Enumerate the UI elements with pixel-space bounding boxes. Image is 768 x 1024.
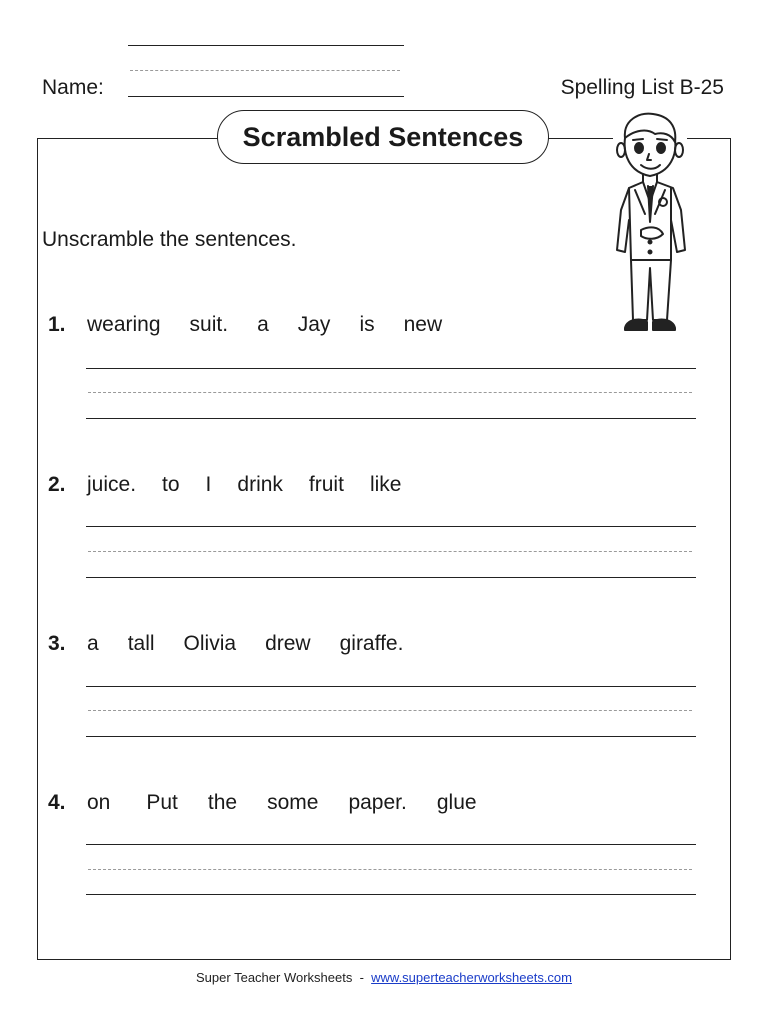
word: the <box>207 791 238 814</box>
question-4-number: 4. <box>48 791 66 814</box>
word: Jay <box>297 313 331 336</box>
word: a <box>257 313 269 336</box>
answer-2-bottom-line[interactable] <box>86 577 696 578</box>
name-input-line[interactable] <box>128 96 404 97</box>
answer-4-bottom-line[interactable] <box>86 894 696 895</box>
spelling-list-label: Spelling List B-25 <box>560 76 724 99</box>
question-2-words <box>87 473 401 497</box>
answer-2-top-line[interactable] <box>86 526 696 527</box>
word: I <box>205 473 212 496</box>
name-label: Name: <box>42 76 104 99</box>
word: tall <box>127 632 155 655</box>
instructions-text: Unscramble the sentences. <box>42 228 297 251</box>
word: to <box>162 473 180 496</box>
boy-in-suit-illustration <box>595 110 705 335</box>
word: on <box>87 791 111 814</box>
answer-1-dashed-line <box>88 392 692 393</box>
word: drew <box>265 632 311 655</box>
footer <box>0 970 768 985</box>
word: a <box>87 632 99 655</box>
answer-4-top-line[interactable] <box>86 844 696 845</box>
word: fruit <box>308 473 344 496</box>
question-4-words <box>87 791 477 815</box>
word: is <box>359 313 375 336</box>
word: wearing <box>87 313 161 336</box>
word: Put <box>146 791 178 814</box>
footer-link[interactable]: www.superteacherworksheets.com <box>371 970 572 985</box>
answer-1-top-line[interactable] <box>86 368 696 369</box>
word: glue <box>436 791 477 814</box>
answer-3-top-line[interactable] <box>86 686 696 687</box>
question-2-number: 2. <box>48 473 66 496</box>
word: like <box>369 473 402 496</box>
word: some <box>267 791 319 814</box>
question-1-words <box>87 313 442 337</box>
answer-1-bottom-line[interactable] <box>86 418 696 419</box>
question-1-number: 1. <box>48 313 66 336</box>
worksheet-title: Scrambled Sentences <box>217 110 549 164</box>
answer-3-dashed-line <box>88 710 692 711</box>
answer-2-dashed-line <box>88 551 692 552</box>
word: drink <box>237 473 283 496</box>
word: giraffe. <box>339 632 404 655</box>
footer-text: Super Teacher Worksheets - <box>196 970 372 985</box>
question-3-words <box>87 632 403 656</box>
word: new <box>403 313 443 336</box>
word: Olivia <box>183 632 237 655</box>
word: paper. <box>348 791 407 814</box>
question-3-number: 3. <box>48 632 66 655</box>
answer-3-bottom-line[interactable] <box>86 736 696 737</box>
name-top-line <box>128 45 404 46</box>
answer-4-dashed-line <box>88 869 692 870</box>
word: suit. <box>189 313 229 336</box>
name-dashed-line <box>130 70 400 71</box>
word: juice. <box>87 473 137 496</box>
